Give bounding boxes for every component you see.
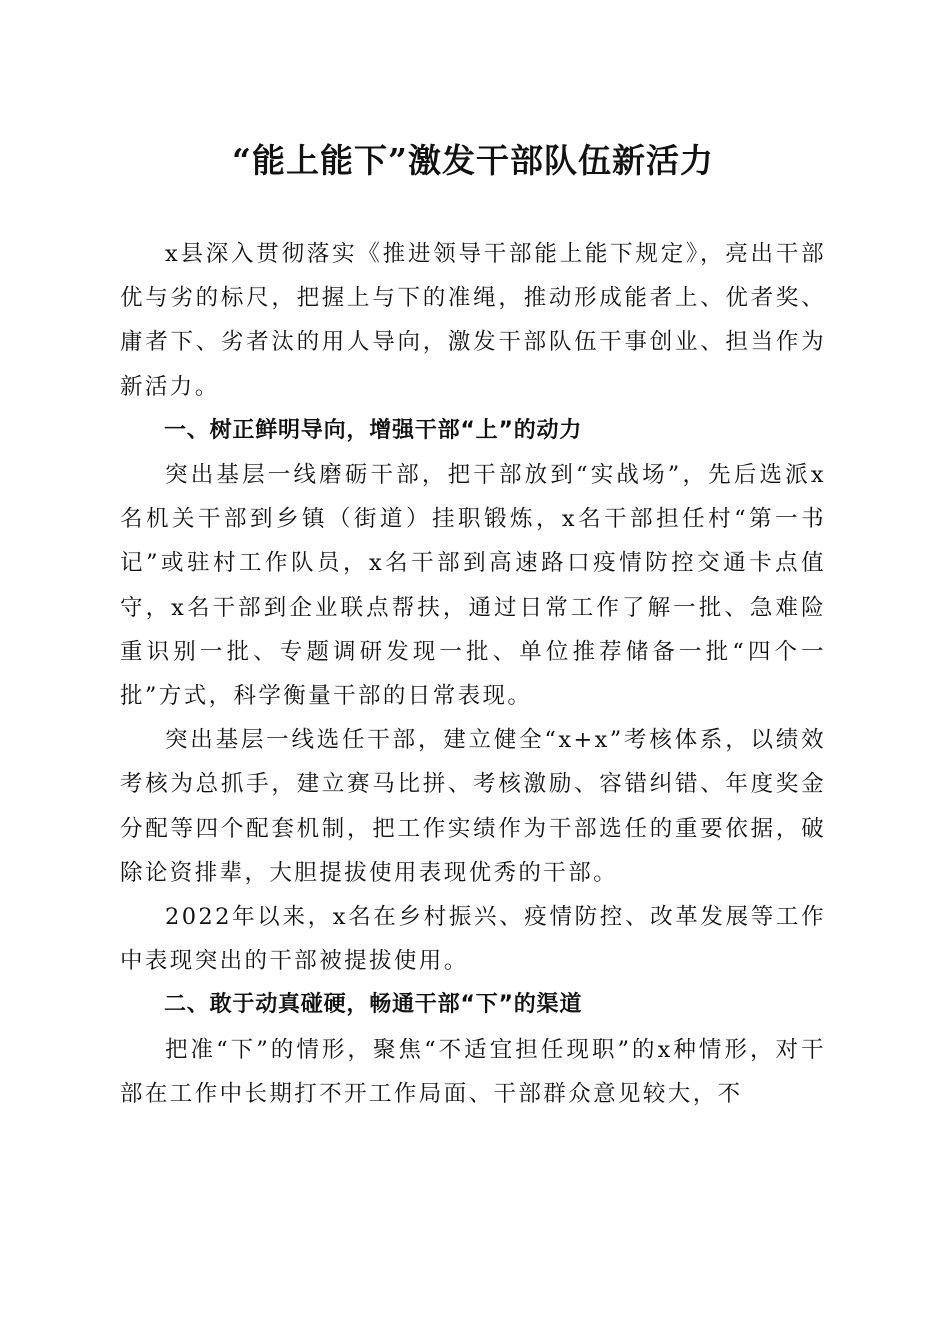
- section-1-paragraph-2: 突出基层一线选任干部，建立健全“x+x”考核体系，以绩效考核为总抓手，建立赛马比拼、考核激励、容错纠错、年度奖金分配等四个配套机制，把工作实绩作为干部选任的重要依据，破除论资排辈，大胆提拔使用表现优秀的干部。: [120, 727, 826, 886]
- document-body: [120, 232, 826, 1116]
- section-1-paragraph-1: 突出基层一线磨砺干部，把干部放到“实战场”，先后选派x名机关干部到乡镇（街道）挂职锻炼，x名干部担任村“第一书记”或驻村工作队员，x名干部到高速路口疫情防控交通卡点值守，x名干部到企业联点帮扶，通过日常工作了解一批、急难险重识别一批、专题调研发现一批、单位推荐储备一批“四个一批”方式，科学衡量干部的日常表现。: [120, 462, 826, 710]
- document-title: “能上能下”激发干部队伍新活力: [232, 141, 714, 180]
- section-1-paragraph-3: 2022年以来，x名在乡村振兴、疫情防控、改革发展等工作中表现突出的干部被提拔使用。: [120, 904, 826, 975]
- section-heading-1: 一、树正鲜明导向，增强干部“上”的动力: [164, 417, 583, 443]
- section-2-paragraph-1: 把准“下”的情形，聚焦“不适宜担任现职”的x种情形，对干部在工作中长期打不开工作局面、干部群众意见较大，不: [120, 1036, 826, 1107]
- intro-paragraph: x县深入贯彻落实《推进领导干部能上能下规定》，亮出干部优与劣的标尺，把握上与下的准绳，推动形成能者上、优者奖、庸者下、劣者汰的用人导向，激发干部队伍干事创业、担当作为新活力。: [120, 241, 826, 400]
- section-heading-2: 二、敢于动真碰硬，畅通干部“下”的渠道: [164, 992, 583, 1018]
